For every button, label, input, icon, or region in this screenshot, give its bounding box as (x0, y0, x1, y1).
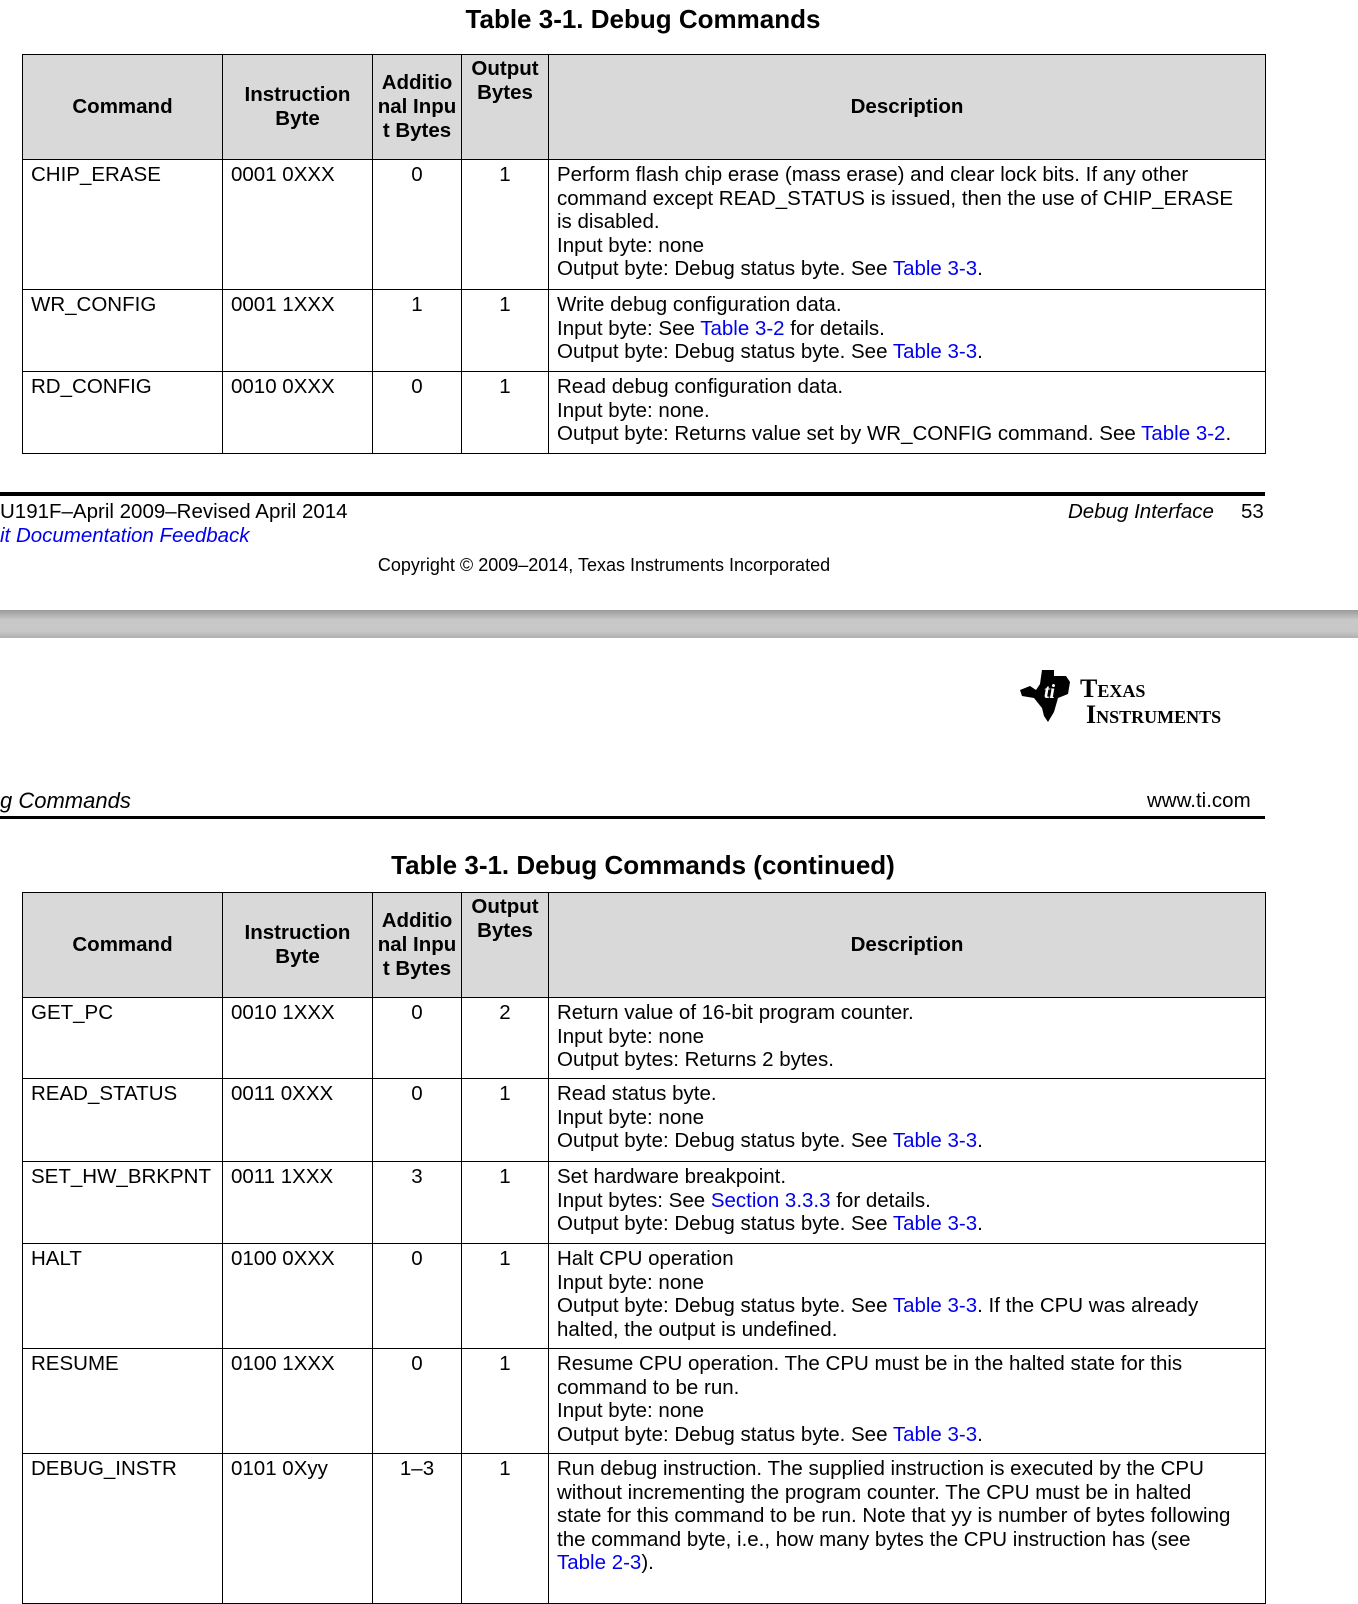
table-row (23, 1349, 1266, 1454)
description-line (557, 422, 1257, 446)
table-row (23, 290, 1266, 372)
description-line (557, 1481, 1257, 1505)
description-line (557, 1551, 1257, 1575)
table-title: Table 3-1. Debug Commands (465, 4, 821, 34)
description-line (557, 1025, 1257, 1049)
description-text: Output byte: Debug status byte. See (557, 1129, 893, 1153)
description-text: command to be run. (557, 1375, 740, 1399)
description-line (557, 1294, 1257, 1318)
description-text: Input byte: none (557, 1024, 705, 1048)
description-text: for details. (784, 316, 885, 340)
description-text: Input byte: none (557, 1399, 705, 1423)
description-text: Input byte: none (557, 1105, 705, 1129)
description-text: Output byte: Debug status byte. See (557, 1422, 893, 1446)
description-text: Set hardware breakpoint. (557, 1165, 787, 1188)
description-line (557, 340, 1257, 364)
description-line (557, 399, 1257, 423)
ti-logo-icon (1020, 668, 1080, 724)
instruction-byte-cell: 0001 0XXX (223, 160, 373, 290)
instruction-byte-cell: 0010 0XXX (223, 372, 373, 454)
description-line (557, 317, 1257, 341)
command-cell: WR_CONFIG (23, 290, 223, 372)
description-text: Output byte: Debug status byte. See (557, 1294, 893, 1318)
command-cell: RESUME (23, 1349, 223, 1454)
page-header-section: g Commands (0, 788, 131, 813)
cross-reference-link[interactable]: Table 3-3 (892, 340, 978, 364)
description-text: Read status byte. (557, 1082, 717, 1105)
description-text: for details. (830, 1188, 931, 1212)
debug-commands-table-continued (22, 892, 1266, 1604)
description-line (557, 1106, 1257, 1130)
description-line (557, 1048, 1257, 1072)
description-text: is disabled. (557, 210, 660, 234)
documentation-feedback-link[interactable]: it Documentation Feedback (0, 524, 250, 547)
description-cell (549, 1079, 1266, 1162)
header-description: Description (549, 893, 1266, 998)
description-line (557, 1528, 1257, 1552)
header-instruction-byte: Instruction Byte (223, 55, 373, 160)
description-line (557, 375, 1257, 399)
description-text: . (977, 257, 983, 281)
description-line (557, 1001, 1257, 1025)
description-cell (549, 1349, 1266, 1454)
description-line (557, 1271, 1257, 1295)
description-line (557, 1423, 1257, 1447)
cross-reference-link[interactable]: Table 3-3 (892, 1212, 978, 1236)
output-bytes-cell: 1 (462, 1162, 549, 1244)
cross-reference-link[interactable]: Table 3-3 (892, 1294, 978, 1318)
description-text: Input byte: none (557, 1270, 705, 1294)
table-row (23, 372, 1266, 454)
description-line (557, 1352, 1257, 1376)
header-rule (0, 816, 1265, 819)
instruction-byte-cell: 0100 0XXX (223, 1244, 373, 1349)
description-text: Read debug configuration data. (557, 375, 844, 398)
description-line (557, 293, 1257, 317)
header-additional-input-bytes: Additional Input Bytes (373, 55, 462, 160)
description-text: Resume CPU operation. The CPU must be in the halted state for this (557, 1352, 1183, 1375)
description-text: Return value of 16-bit program counter. (557, 1001, 914, 1024)
logo-line-texas: Texas (1080, 674, 1146, 703)
description-text: Output byte: Debug status byte. See (557, 257, 893, 281)
description-text: . (977, 340, 983, 364)
output-bytes-cell: 1 (462, 372, 549, 454)
output-bytes-cell: 1 (462, 1244, 549, 1349)
table-row (23, 1079, 1266, 1162)
command-cell: READ_STATUS (23, 1079, 223, 1162)
table-row (23, 1454, 1266, 1604)
header-description: Description (549, 55, 1266, 160)
description-cell (549, 998, 1266, 1079)
cross-reference-link[interactable]: Section 3.3.3 (710, 1188, 831, 1212)
page-separator (0, 610, 1358, 638)
table-title-continued: Table 3-1. Debug Commands (continued) (391, 850, 895, 880)
description-line (557, 187, 1257, 211)
description-line (557, 1457, 1257, 1481)
description-line (557, 1165, 1257, 1189)
description-cell (549, 1454, 1266, 1604)
command-cell: RD_CONFIG (23, 372, 223, 454)
description-line (557, 1212, 1257, 1236)
description-text: Input byte: See (557, 316, 701, 340)
command-cell: HALT (23, 1244, 223, 1349)
command-cell: GET_PC (23, 998, 223, 1079)
description-line (557, 1376, 1257, 1400)
output-bytes-cell: 1 (462, 1454, 549, 1604)
description-text: Input bytes: See (557, 1188, 711, 1212)
footer-rule (0, 492, 1265, 496)
instruction-byte-cell: 0101 0Xyy (223, 1454, 373, 1604)
description-line (557, 1189, 1257, 1213)
additional-input-bytes-cell: 0 (373, 372, 462, 454)
table-row (23, 1244, 1266, 1349)
additional-input-bytes-cell: 1 (373, 290, 462, 372)
instruction-byte-cell: 0001 1XXX (223, 290, 373, 372)
footer-doc-id: U191F–April 2009–Revised April 2014 (0, 500, 348, 523)
description-text: . (977, 1422, 983, 1446)
description-cell (549, 1162, 1266, 1244)
cross-reference-link[interactable]: Table 3-3 (892, 257, 978, 281)
svg-text:ti: ti (1044, 681, 1056, 703)
description-line (557, 1129, 1257, 1153)
table-body (23, 998, 1266, 1604)
table-header-row (23, 55, 1266, 160)
description-cell (549, 290, 1266, 372)
output-bytes-cell: 1 (462, 290, 549, 372)
instruction-byte-cell: 0100 1XXX (223, 1349, 373, 1454)
command-cell: CHIP_ERASE (23, 160, 223, 290)
footer-page-number: 53 (1241, 500, 1264, 523)
cross-reference-link[interactable]: Table 3-3 (892, 1129, 978, 1153)
ti-logo (1020, 668, 1222, 729)
output-bytes-cell: 1 (462, 160, 549, 290)
table-body (23, 160, 1266, 454)
instruction-byte-cell: 0011 0XXX (223, 1079, 373, 1162)
description-cell (549, 1244, 1266, 1349)
description-line (557, 234, 1257, 258)
description-text: . If the CPU was already (977, 1294, 1199, 1318)
description-line (557, 210, 1257, 234)
table-header-row (23, 893, 1266, 998)
description-text: ). (641, 1551, 654, 1575)
additional-input-bytes-cell: 0 (373, 1079, 462, 1162)
instruction-byte-cell: 0011 1XXX (223, 1162, 373, 1244)
logo-line-instruments: Instruments (1086, 700, 1222, 729)
header-additional-input-bytes: Additional Input Bytes (373, 893, 462, 998)
header-command: Command (23, 893, 223, 998)
description-line (557, 1082, 1257, 1106)
description-text: Write debug configuration data. (557, 293, 842, 316)
cross-reference-link[interactable]: Table 2-3 (557, 1551, 642, 1575)
output-bytes-cell: 1 (462, 1079, 549, 1162)
debug-commands-table (22, 54, 1266, 454)
header-instruction-byte: Instruction Byte (223, 893, 373, 998)
additional-input-bytes-cell: 3 (373, 1162, 462, 1244)
page-header-url[interactable]: www.ti.com (1147, 789, 1251, 812)
description-text: without incrementing the program counter. The CPU must be in halted (557, 1480, 1192, 1504)
description-line (557, 1318, 1257, 1342)
description-line (557, 1247, 1257, 1271)
description-text: Output byte: Debug status byte. See (557, 1212, 893, 1236)
table-row (23, 160, 1266, 290)
description-text: . (1225, 422, 1232, 446)
description-text: Input byte: none. (557, 398, 710, 422)
description-line (557, 1399, 1257, 1423)
description-text: Output byte: Returns value set by WR_CONFIG command. See (557, 422, 1142, 446)
additional-input-bytes-cell: 0 (373, 160, 462, 290)
description-cell (549, 372, 1266, 454)
table-row (23, 998, 1266, 1079)
description-text: command except READ_STATUS is issued, then the use of CHIP_ERASE (557, 186, 1234, 210)
description-text: Halt CPU operation (557, 1247, 734, 1270)
description-text: halted, the output is undefined. (557, 1317, 838, 1341)
description-text: Input byte: none (557, 233, 705, 257)
header-command: Command (23, 55, 223, 160)
description-text: state for this command to be run. Note that yy is number of bytes following (557, 1504, 1231, 1528)
description-text: the command byte, i.e., how many bytes the CPU instruction has (see (557, 1527, 1191, 1551)
additional-input-bytes-cell: 0 (373, 1349, 462, 1454)
description-text: . (977, 1212, 983, 1236)
output-bytes-cell: 2 (462, 998, 549, 1079)
description-text: . (977, 1129, 983, 1153)
header-output-bytes: Output Bytes (462, 55, 549, 160)
command-cell: SET_HW_BRKPNT (23, 1162, 223, 1244)
cross-reference-link[interactable]: Table 3-2 (1141, 422, 1226, 446)
description-line (557, 257, 1257, 281)
output-bytes-cell: 1 (462, 1349, 549, 1454)
description-text: Output bytes: Returns 2 bytes. (557, 1048, 834, 1072)
table-row (23, 1162, 1266, 1244)
cross-reference-link[interactable]: Table 3-3 (892, 1422, 978, 1446)
description-text: Perform flash chip erase (mass erase) and clear lock bits. If any other (557, 163, 1189, 186)
command-cell: DEBUG_INSTR (23, 1454, 223, 1604)
description-text: Run debug instruction. The supplied instruction is executed by the CPU (557, 1457, 1204, 1480)
additional-input-bytes-cell: 0 (373, 1244, 462, 1349)
description-text: Output byte: Debug status byte. See (557, 340, 893, 364)
header-output-bytes: Output Bytes (462, 893, 549, 998)
footer-copyright: Copyright © 2009–2014, Texas Instruments Incorporated (377, 555, 831, 575)
footer-section: Debug Interface (1068, 500, 1214, 523)
cross-reference-link[interactable]: Table 3-2 (700, 316, 785, 340)
description-cell (549, 160, 1266, 290)
instruction-byte-cell: 0010 1XXX (223, 998, 373, 1079)
description-line (557, 163, 1257, 187)
description-line (557, 1504, 1257, 1528)
additional-input-bytes-cell: 1–3 (373, 1454, 462, 1604)
additional-input-bytes-cell: 0 (373, 998, 462, 1079)
